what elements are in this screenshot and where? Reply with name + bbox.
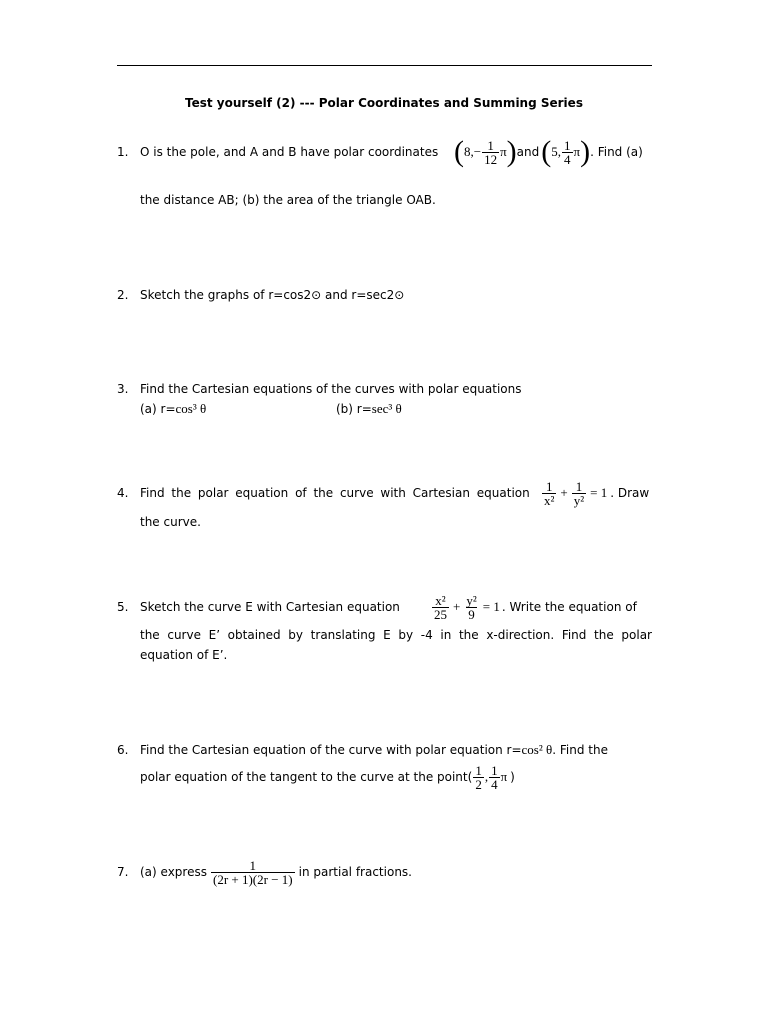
question-4-line-2: the curve. [140, 515, 201, 529]
fraction-denominator: 4 [491, 776, 498, 792]
fraction-1-over-y2 [572, 480, 586, 507]
fraction-numerator: 1 [545, 478, 553, 494]
coord-b-fraction [562, 139, 573, 166]
part-b-expression: sec³ θ [371, 401, 402, 416]
question-5-write: . Write the equation of [501, 600, 637, 614]
close-paren: ) [510, 770, 515, 784]
coord-b-denominator: 4 [564, 151, 571, 167]
coord-a-fraction [482, 139, 499, 166]
question-3-number: 3. [117, 382, 129, 396]
open-paren: ( [454, 135, 464, 168]
question-5-number: 5. [117, 600, 129, 614]
partial-fraction [211, 859, 295, 886]
fraction-one-quarter [489, 764, 500, 791]
question-1-line-1 [140, 144, 438, 160]
polar-expression: cos² θ [521, 742, 553, 757]
plus-sign: + [560, 485, 568, 500]
question-5-text: Sketch the curve E with Cartesian equation [140, 600, 400, 614]
question-4-equation [541, 473, 649, 513]
part-b-label: (b) r= [336, 402, 372, 416]
top-rule [117, 65, 652, 66]
fraction-numerator: 1 [475, 762, 482, 778]
coord-a-numerator: 1 [487, 137, 494, 153]
question-1-coordinates [454, 132, 643, 172]
equals-one: = 1 [482, 599, 500, 614]
page-title: Test yourself (2) --- Polar Coordinates and Summing Series [185, 96, 583, 110]
question-6-number: 6. [117, 743, 129, 757]
fraction-denominator: (2r + 1)(2r − 1) [212, 871, 293, 887]
question-6-text: Find the Cartesian equation of the curve with polar equation r= [140, 743, 522, 757]
question-7-text: (a) express [140, 865, 207, 879]
fraction-numerator: 1 [249, 857, 257, 873]
question-5-equation [431, 587, 637, 627]
close-paren: ) [506, 135, 517, 168]
question-5-line-2: the curve E’ obtained by translating E by -4 in the x-direction. Find the polar [140, 628, 652, 642]
question-2-number: 2. [117, 288, 129, 302]
question-4-text: Find the polar equation of the curve with Cartesian equation [140, 486, 530, 500]
question-5-line-3: equation of E’. [140, 648, 228, 662]
question-1-number: 1. [117, 145, 129, 159]
coord-a-denominator: 12 [484, 151, 498, 167]
part-a-expression: cos³ θ [175, 401, 207, 416]
question-3-part-b [336, 401, 402, 417]
fraction-numerator: y² [466, 592, 477, 608]
fraction-numerator: 1 [575, 478, 583, 494]
question-7-number: 7. [117, 865, 129, 879]
open-paren: ( [541, 135, 552, 168]
question-7-line-1 [140, 852, 412, 892]
question-3-part-a [140, 401, 206, 417]
and-text: and [516, 145, 540, 159]
fraction-denominator: 2 [475, 776, 482, 792]
fraction-numerator: 1 [491, 762, 498, 778]
question-6-line-2 [140, 757, 515, 797]
question-1-find: . Find (a) [590, 145, 643, 159]
fraction-denominator: 9 [468, 606, 475, 622]
coord-a-pi: π [500, 144, 507, 159]
coord-b-pi: π [573, 144, 581, 159]
fraction-x2-over-25 [432, 594, 449, 621]
fraction-denominator: y² [573, 492, 585, 508]
question-1-text: O is the pole, and A and B have polar coordinates [140, 145, 439, 159]
coord-a-prefix: 8,− [464, 144, 482, 159]
question-1-line-2: the distance AB; (b) the area of the triangle OAB. [140, 193, 436, 207]
pi-symbol: π [500, 769, 508, 784]
question-7-text-2: in partial fractions. [298, 865, 412, 879]
coord-b-prefix: 5, [551, 144, 561, 159]
equals-one: = 1 [590, 485, 608, 500]
question-6-find: . Find the [552, 743, 608, 757]
comma: , [484, 769, 489, 784]
fraction-numerator: x² [435, 592, 446, 608]
fraction-1-over-x2 [542, 480, 556, 507]
question-6-line-1 [140, 742, 608, 758]
question-3-text: Find the Cartesian equations of the curves with polar equations [140, 382, 522, 396]
part-a-label: (a) r= [140, 402, 176, 416]
close-paren: ) [580, 135, 591, 168]
fraction-denominator: 25 [434, 606, 447, 622]
fraction-one-half [473, 764, 484, 791]
coord-b-numerator: 1 [564, 137, 571, 153]
fraction-denominator: x² [544, 492, 555, 508]
fraction-y2-over-9 [464, 594, 478, 621]
question-2-text: Sketch the graphs of r=cos2⊙ and r=sec2⊙ [140, 288, 405, 302]
question-6-text-2: polar equation of the tangent to the curve at the point( [140, 770, 473, 784]
plus-sign: + [453, 599, 461, 614]
question-4-draw: . Draw [610, 486, 650, 500]
question-4-number: 4. [117, 486, 129, 500]
